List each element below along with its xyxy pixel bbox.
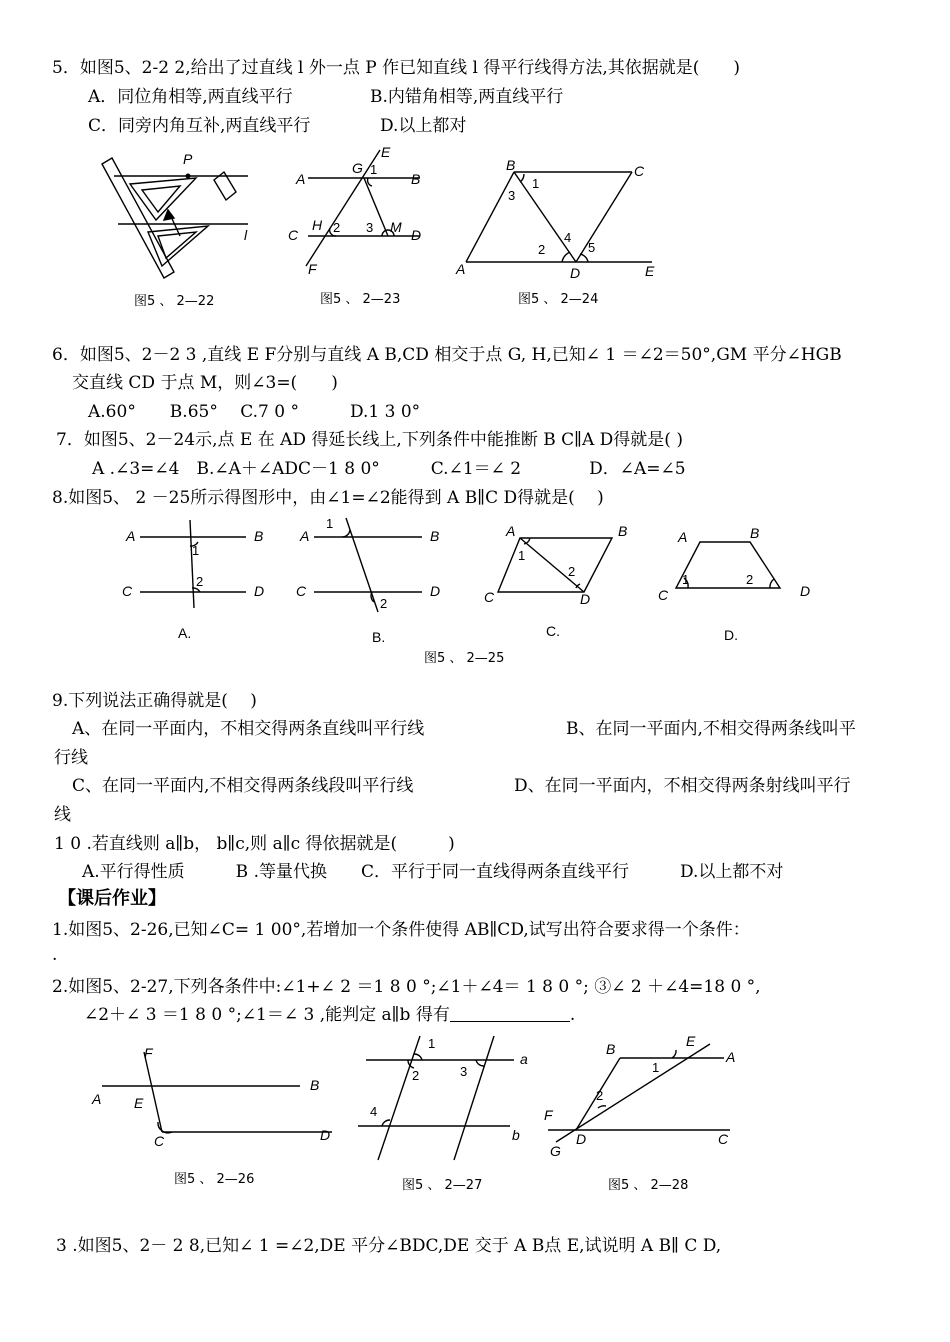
figure-5-2-23 xyxy=(284,142,434,318)
a-label-d: D xyxy=(254,583,265,599)
q5-option-c: C．同旁内角互补,两直线平行 xyxy=(88,116,311,136)
label-e: E xyxy=(381,144,391,160)
figure-5-2-27 xyxy=(352,1030,542,1200)
figure-5-2-22-caption: 图5 、 2—22 xyxy=(134,294,215,309)
label-p: P xyxy=(183,151,193,167)
label-d: D xyxy=(320,1127,331,1143)
angle-2: 2 xyxy=(412,1068,420,1083)
q5-option-d: D.以上都对 xyxy=(380,116,467,136)
label-h: H xyxy=(312,217,323,233)
figure-5-2-28-caption: 图5 、 2—28 xyxy=(608,1178,689,1193)
label-d: D xyxy=(576,1131,587,1147)
label-c: C xyxy=(718,1131,729,1147)
b-angle-2: 2 xyxy=(380,596,388,611)
label-c: C xyxy=(634,163,645,179)
c-label-d: D xyxy=(580,591,591,607)
label-g: G xyxy=(550,1143,561,1159)
h2-line1: 2.如图5、2-27,下列各条件中:∠1+∠ 2 ＝1 8 0 °;∠1＋∠4＝ 1 8 0 °; ③∠ 2 ＋∠4=18 0 °, xyxy=(52,977,761,997)
c-label-b: B xyxy=(618,523,628,539)
label-a: A xyxy=(726,1049,736,1065)
angle-3: 3 xyxy=(508,188,516,203)
angle-5: 5 xyxy=(588,240,596,255)
d-label-d: D xyxy=(800,583,811,599)
b-label-a: A xyxy=(300,528,310,544)
label-m: M xyxy=(390,219,402,235)
h2-line2 xyxy=(84,1004,575,1026)
h2-line2-text: ∠2＋∠ 3 ＝1 8 0 °;∠1＝∠ 3 ,能判定 a∥b 得有 xyxy=(84,1005,450,1025)
q6-line1: 6．如图5、2－2 3 ,直线 E F分别与直线 A B,CD 相交于点 G, H,已知∠ 1 ＝∠2＝50°,GM 平分∠HGB xyxy=(52,345,842,365)
d-angle-1: 1 xyxy=(682,572,690,587)
label-a: A xyxy=(456,261,466,277)
angle-1: 1 xyxy=(428,1036,436,1051)
q10-options: A.平行得性质 B .等量代换 C．平行于同一直线得两条直线平行 D.以上都不对 xyxy=(82,862,784,882)
b-angle-1: 1 xyxy=(326,516,334,531)
a-label-c: C xyxy=(122,583,133,599)
b-label-b: B xyxy=(430,528,440,544)
d-angle-2: 2 xyxy=(746,572,754,587)
h1-line1: 1.如图5、2-26,已知∠C= 1 00°,若增加一个条件使得 AB∥CD,试写出符合要求得一个条件： xyxy=(52,920,750,940)
q9-option-b-cont: 行线 xyxy=(54,748,88,768)
label-d: D xyxy=(411,227,422,243)
figure-5-2-27-caption: 图5 、 2—27 xyxy=(402,1178,483,1193)
a-label-b: B xyxy=(254,528,264,544)
label-a: A xyxy=(92,1091,102,1107)
q9-option-b: B、在同一平面内,不相交得两条线叫平 xyxy=(566,719,856,739)
h2-line2-end: . xyxy=(569,1005,576,1025)
label-b: B xyxy=(310,1077,320,1093)
h2-answer-blank[interactable] xyxy=(450,1005,570,1022)
q9-option-c: C、在同一平面内,不相交得两条线段叫平行线 xyxy=(72,776,414,796)
h1-line2: . xyxy=(52,945,58,965)
q9-option-d: D、在同一平面内，不相交得两条射线叫平行 xyxy=(514,776,851,796)
label-b: B xyxy=(411,171,421,187)
label-line-a: a xyxy=(520,1051,528,1067)
q9-option-a: A、在同一平面内，不相交得两条直线叫平行线 xyxy=(72,719,425,739)
q7-options: A .∠3=∠4 B.∠A＋∠ADC－1 8 0° C.∠1＝∠ 2 D．∠A=∠5 xyxy=(92,459,686,479)
q6-options: A.60° B.65° C.7 0 ° D.1 3 0° xyxy=(88,402,421,422)
label-b: B xyxy=(606,1041,616,1057)
angle-4: 4 xyxy=(564,230,572,245)
q9-stem: 9.下列说法正确得就是( ) xyxy=(52,691,257,711)
label-c: C xyxy=(154,1133,165,1149)
label-f: F xyxy=(544,1107,553,1123)
q8-line1: 8.如图5、 2 －25所示得图形中，由∠1=∠2能得到 A B∥C D得就是( ) xyxy=(52,488,604,508)
label-l: l xyxy=(244,227,248,243)
angle-4: 4 xyxy=(370,1104,378,1119)
c-angle-2: 2 xyxy=(568,564,576,579)
d-label-a: A xyxy=(678,529,688,545)
angle-2: 2 xyxy=(538,242,546,257)
q5-option-b: B.内错角相等,两直线平行 xyxy=(370,87,564,107)
a-angle-2: 2 xyxy=(196,574,204,589)
q5-option-a: A．同位角相等,两直线平行 xyxy=(88,87,293,107)
label-e: E xyxy=(645,263,655,279)
option-b-label: B. xyxy=(372,629,386,645)
q9-option-d-cont: 线 xyxy=(54,805,71,825)
c-label-a: A xyxy=(506,523,516,539)
h3-line1: 3 .如图5、2－ 2 8,已知∠ 1 =∠2,DE 平分∠BDC,DE 交于 A B点 E,试说明 A B∥ C D, xyxy=(56,1236,722,1256)
option-c-label: C. xyxy=(546,623,560,639)
label-f: F xyxy=(308,261,317,277)
point-p-dot xyxy=(186,174,191,179)
angle-2: 2 xyxy=(596,1088,604,1103)
angle-3: 3 xyxy=(366,220,374,235)
c-angle-1: 1 xyxy=(518,548,526,563)
q7-line1: 7．如图5、2－24示,点 E 在 AD 得延长线上,下列条件中能推断 B C∥A D得就是( ) xyxy=(56,430,683,450)
a-angle-1: 1 xyxy=(192,543,200,558)
label-e: E xyxy=(134,1095,144,1111)
d-label-b: B xyxy=(750,525,760,541)
a-label-a: A xyxy=(126,528,136,544)
angle-1: 1 xyxy=(652,1060,660,1075)
figure-5-2-25 xyxy=(110,512,830,672)
angle-1: 1 xyxy=(532,176,540,191)
angle-2: 2 xyxy=(333,220,341,235)
c-label-c: C xyxy=(484,589,495,605)
angle-1: 1 xyxy=(370,162,378,177)
d-label-c: C xyxy=(658,587,669,603)
figure-5-2-26-caption: 图5 、 2—26 xyxy=(174,1172,255,1187)
label-g: G xyxy=(352,160,363,176)
label-f: F xyxy=(144,1045,153,1061)
label-a: A xyxy=(296,171,306,187)
figure-5-2-25-caption: 图5 、 2—25 xyxy=(424,651,505,666)
b-label-d: D xyxy=(430,583,441,599)
figure-5-2-22 xyxy=(96,148,266,318)
q5-stem: 5．如图5、2-2 2,给出了过直线 l 外一点 P 作已知直线 l 得平行线得方法,其依据就是( ) xyxy=(52,58,741,78)
q6-line2: 交直线 CD 于点 M，则∠3=( ) xyxy=(72,373,338,393)
option-a-label: A. xyxy=(178,625,192,641)
label-d: D xyxy=(570,265,581,281)
label-e: E xyxy=(686,1033,696,1049)
figure-5-2-28 xyxy=(540,1032,750,1200)
homework-heading: 【课后作业】 xyxy=(58,888,166,909)
figure-5-2-23-caption: 图5 、 2—23 xyxy=(320,292,401,307)
figure-5-2-24 xyxy=(452,152,662,318)
figure-5-2-24-caption: 图5 、 2—24 xyxy=(518,292,599,307)
label-c: C xyxy=(288,227,299,243)
label-b: B xyxy=(506,157,516,173)
figure-5-2-26 xyxy=(86,1042,346,1192)
q10-stem: 1 0 .若直线则 a∥b， b∥c,则 a∥c 得依据就是( ) xyxy=(54,834,455,854)
label-line-b: b xyxy=(512,1127,520,1143)
angle-3: 3 xyxy=(460,1064,468,1079)
b-label-c: C xyxy=(296,583,307,599)
option-d-label: D. xyxy=(724,627,738,643)
